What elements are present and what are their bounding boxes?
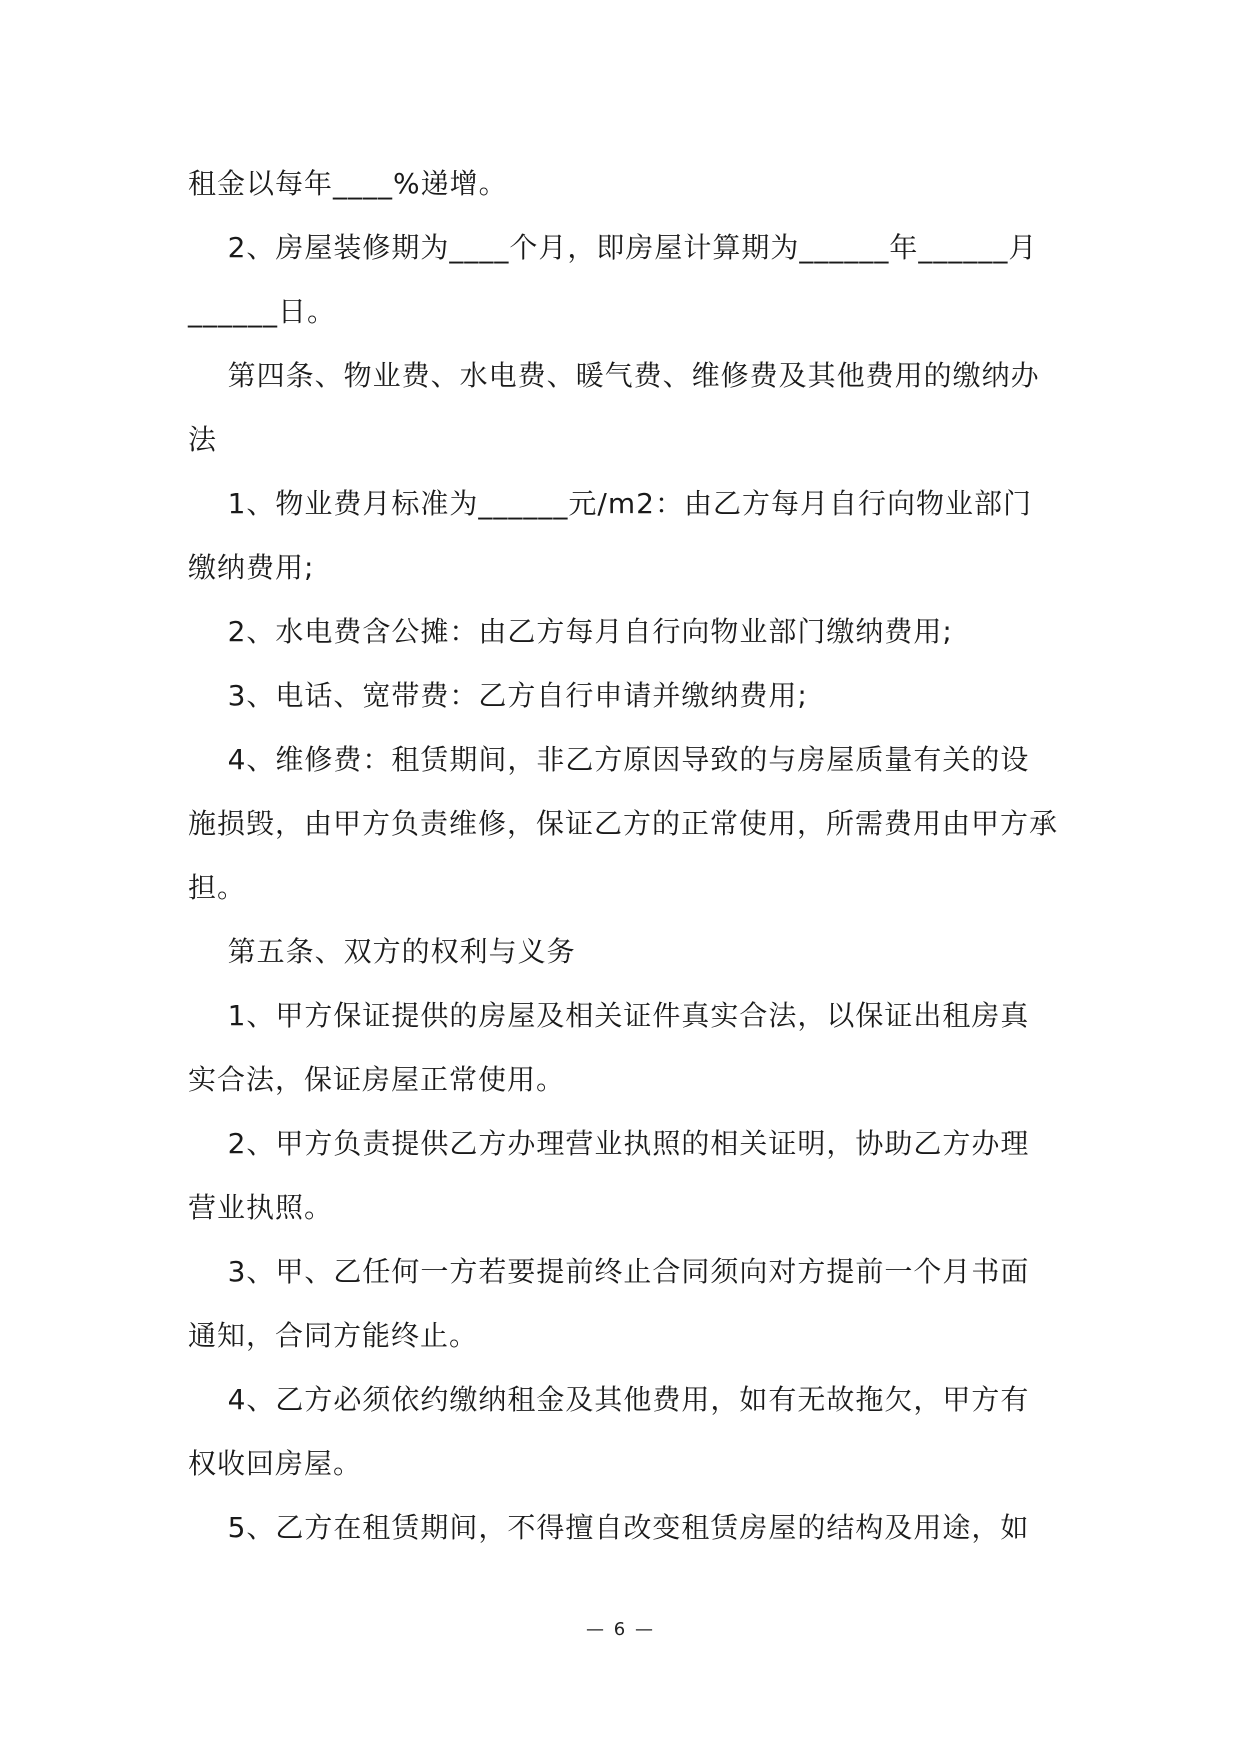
text-line: 1、物业费月标准为______元/m2：由乙方每月自行向物业部门 <box>188 487 1032 520</box>
text-line: 营业执照。 <box>188 1191 334 1224</box>
text-line: 权收回房屋。 <box>188 1447 363 1480</box>
text-line: 通知，合同方能终止。 <box>188 1319 479 1352</box>
text-line: 4、乙方必须依约缴纳租金及其他费用，如有无故拖欠，甲方有 <box>188 1383 1030 1416</box>
text-line: 1、甲方保证提供的房屋及相关证件真实合法，以保证出租房真 <box>188 999 1030 1032</box>
text-line: 缴纳费用; <box>188 551 315 584</box>
text-line: 3、甲、乙任何一方若要提前终止合同须向对方提前一个月书面 <box>188 1255 1030 1288</box>
text-line: 2、房屋装修期为____个月，即房屋计算期为______年______月 <box>188 231 1038 264</box>
text-line: 3、电话、宽带费：乙方自行申请并缴纳费用; <box>188 679 808 712</box>
text-line: 4、维修费：租赁期间，非乙方原因导致的与房屋质量有关的设 <box>188 743 1030 776</box>
text-line: 2、甲方负责提供乙方办理营业执照的相关证明，协助乙方办理 <box>188 1127 1030 1160</box>
text-line: 担。 <box>188 871 247 904</box>
text-line: 施损毁，由甲方负责维修，保证乙方的正常使用，所需费用由甲方承 <box>188 807 1059 840</box>
text-line: ______日。 <box>188 295 337 328</box>
text-line: 法 <box>188 423 218 456</box>
section-heading: 第四条、物业费、水电费、暖气费、维修费及其他费用的缴纳办 <box>188 359 1040 392</box>
text-line: 租金以每年____%递增。 <box>188 167 508 200</box>
page-number: — 6 — <box>586 1619 655 1640</box>
text-line: 5、乙方在租赁期间，不得擅自改变租赁房屋的结构及用途，如 <box>188 1511 1030 1544</box>
text-line: 实合法，保证房屋正常使用。 <box>188 1063 566 1096</box>
text-line: 2、水电费含公摊：由乙方每月自行向物业部门缴纳费用; <box>188 615 953 648</box>
section-heading: 第五条、双方的权利与义务 <box>188 935 576 968</box>
